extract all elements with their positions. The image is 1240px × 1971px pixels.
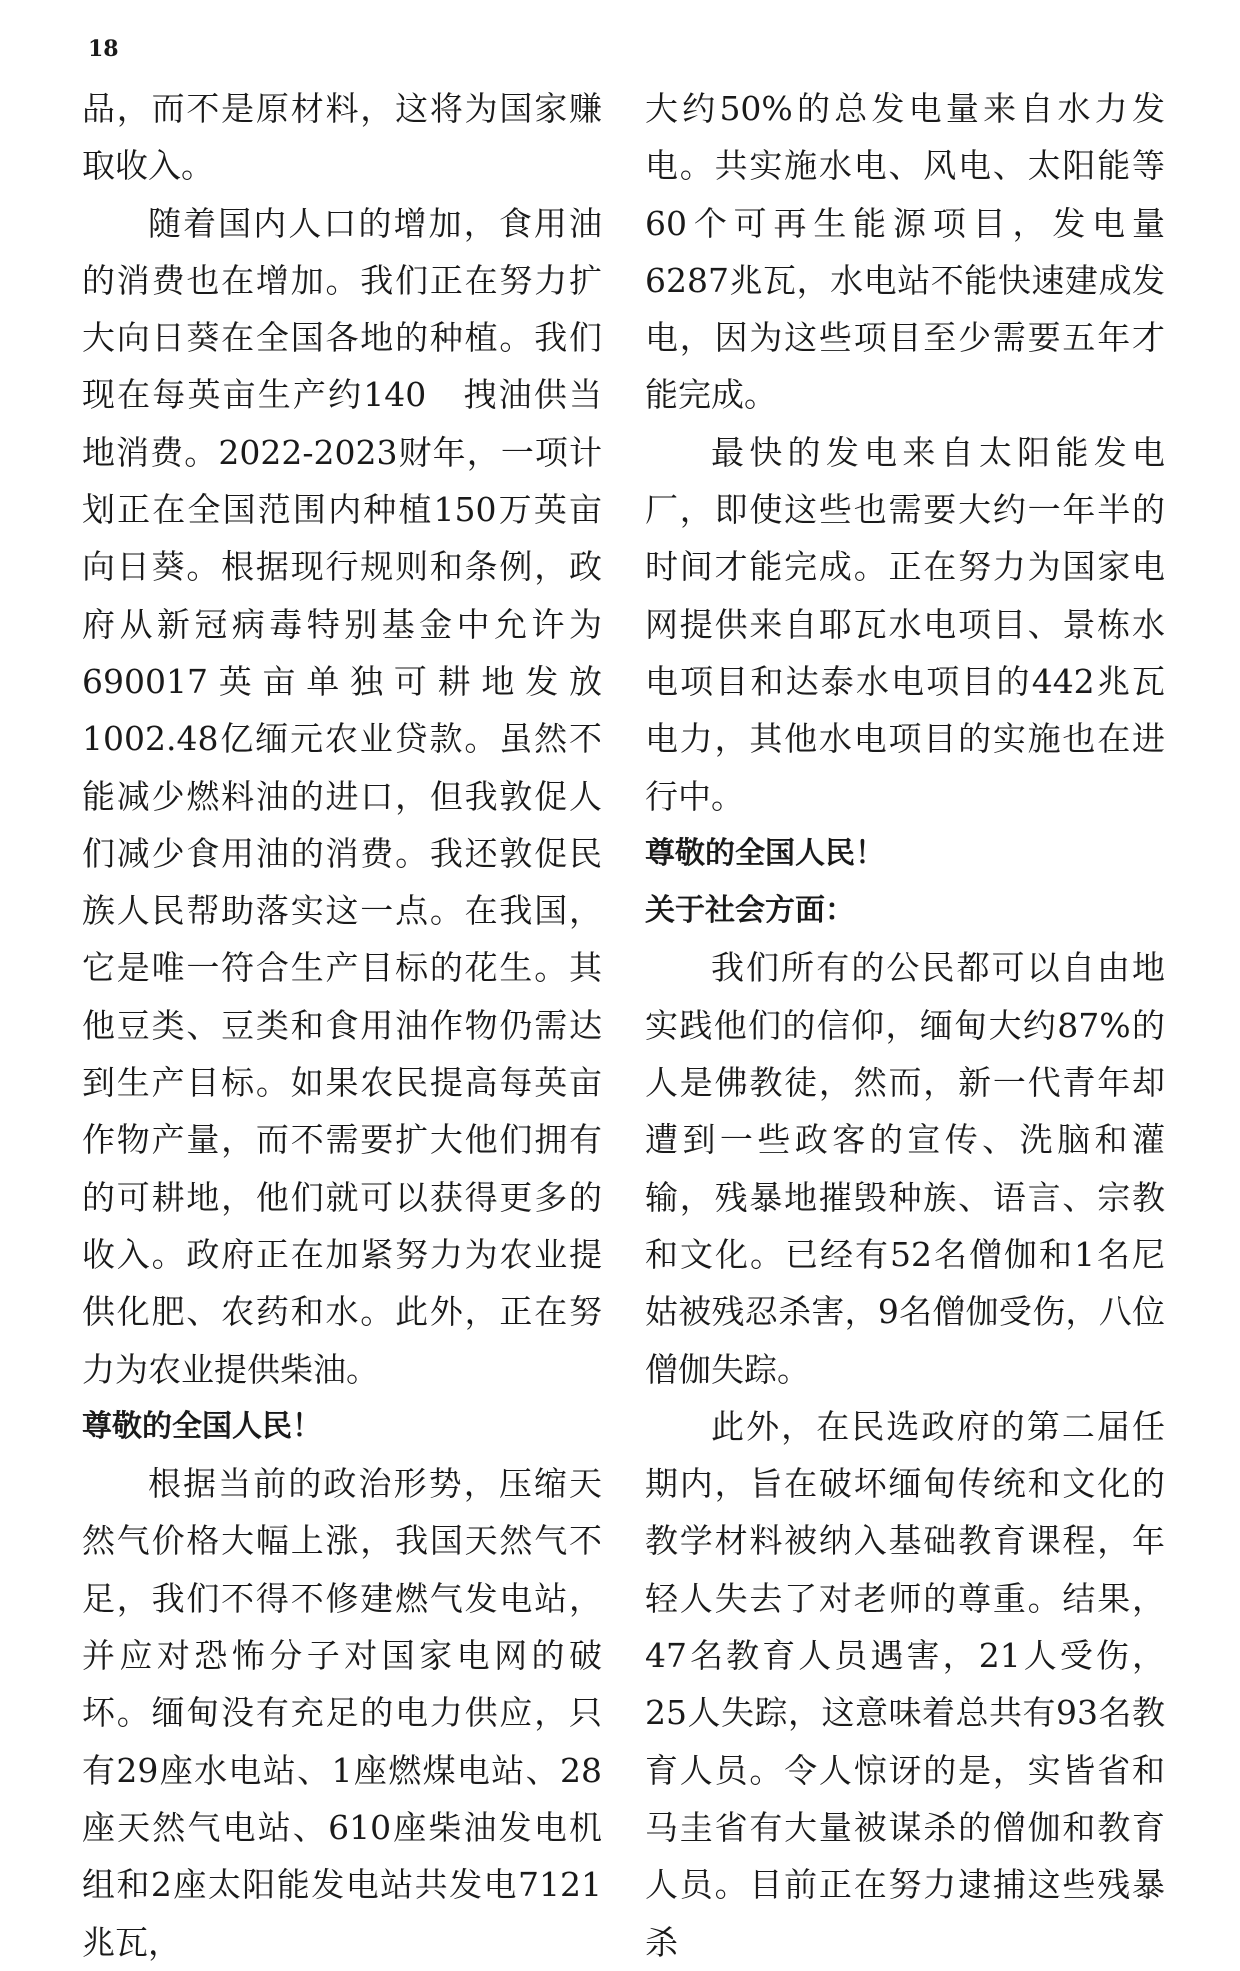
paragraph: 最快的发电来自太阳能发电厂，即使这些也需要大约一年半的时间才能完成。正在努力为国家电网提供来自耶瓦水电项目、景栋水电项目和达泰水电项目的442兆瓦电力，其他水电项目的实施也在进行中。 [645, 432, 1165, 816]
section-heading: 尊敬的全国人民！ [82, 1408, 322, 1444]
paragraph: 我们所有的公民都可以自由地实践他们的信仰，缅甸大约87%的人是佛教徒，然而，新一代青年却遭到一些政客的宣传、洗脑和灌输，残暴地摧毁种族、语言、宗教和文化。已经有52名僧伽和1名尼姑被残忍杀害，9名僧伽受伤，八位僧伽失踪。 [645, 948, 1165, 1389]
section-heading: 关于社会方面： [645, 893, 855, 929]
paragraph: 此外，在民选政府的第二届任期内，旨在破坏缅甸传统和文化的教学材料被纳入基础教育课程，年轻人失去了对老师的尊重。结果，47名教育人员遇害，21人受伤，25人失踪，这意味着总共有93名教育人员。令人惊讶的是，实皆省和马圭省有大量被谋杀的僧伽和教育人员。目前正在努力逮捕这些残暴杀 [645, 1406, 1165, 1962]
paragraph: 随着国内人口的增加，食用油的消费也在增加。我们正在努力扩大向日葵在全国各地的种植。我们现在每英亩生产约140 拽油供当地消费。2022-2023财年，一项计划正在全国范围内种植150万英亩向日葵。根据现行规则和条例，政府从新冠病毒特别基金中允许为690017英亩单独可耕地发放1002.48亿缅元农业贷款。虽然不能减少燃料油的进口，但我敦促人们减少食用油的消费。我还敦促民族人民帮助落实这一点。在我国，它是唯一符合生产目标的花生。其他豆类、豆类和食用油作物仍需达到生产目标。如果农民提高每英亩作物产量，而不需要扩大他们拥有的可耕地，他们就可以获得更多的收入。政府正在加紧努力为农业提供化肥、农药和水。此外，正在努力为农业提供柴油。 [82, 203, 602, 1389]
section-heading: 尊敬的全国人民！ [645, 835, 885, 871]
paragraph: 大约50%的总发电量来自水力发电。共实施水电、风电、太阳能等60个可再生能源项目，发电量6287兆瓦，水电站不能快速建成发电，因为这些项目至少需要五年才能完成。 [645, 89, 1165, 415]
left-column [82, 80, 602, 1971]
right-column [645, 80, 1165, 1971]
paragraph: 品，而不是原材料，这将为国家赚取收入。 [82, 89, 602, 186]
page-number: 18 [88, 36, 119, 62]
paragraph: 根据当前的政治形势，压缩天然气价格大幅上涨，我国天然气不足，我们不得不修建燃气发电站，并应对恐怖分子对国家电网的破坏。缅甸没有充足的电力供应，只有29座水电站、1座燃煤电站、28座天然气电站、610座柴油发电机组和2座太阳能发电站共发电7121兆瓦， [82, 1464, 602, 1962]
